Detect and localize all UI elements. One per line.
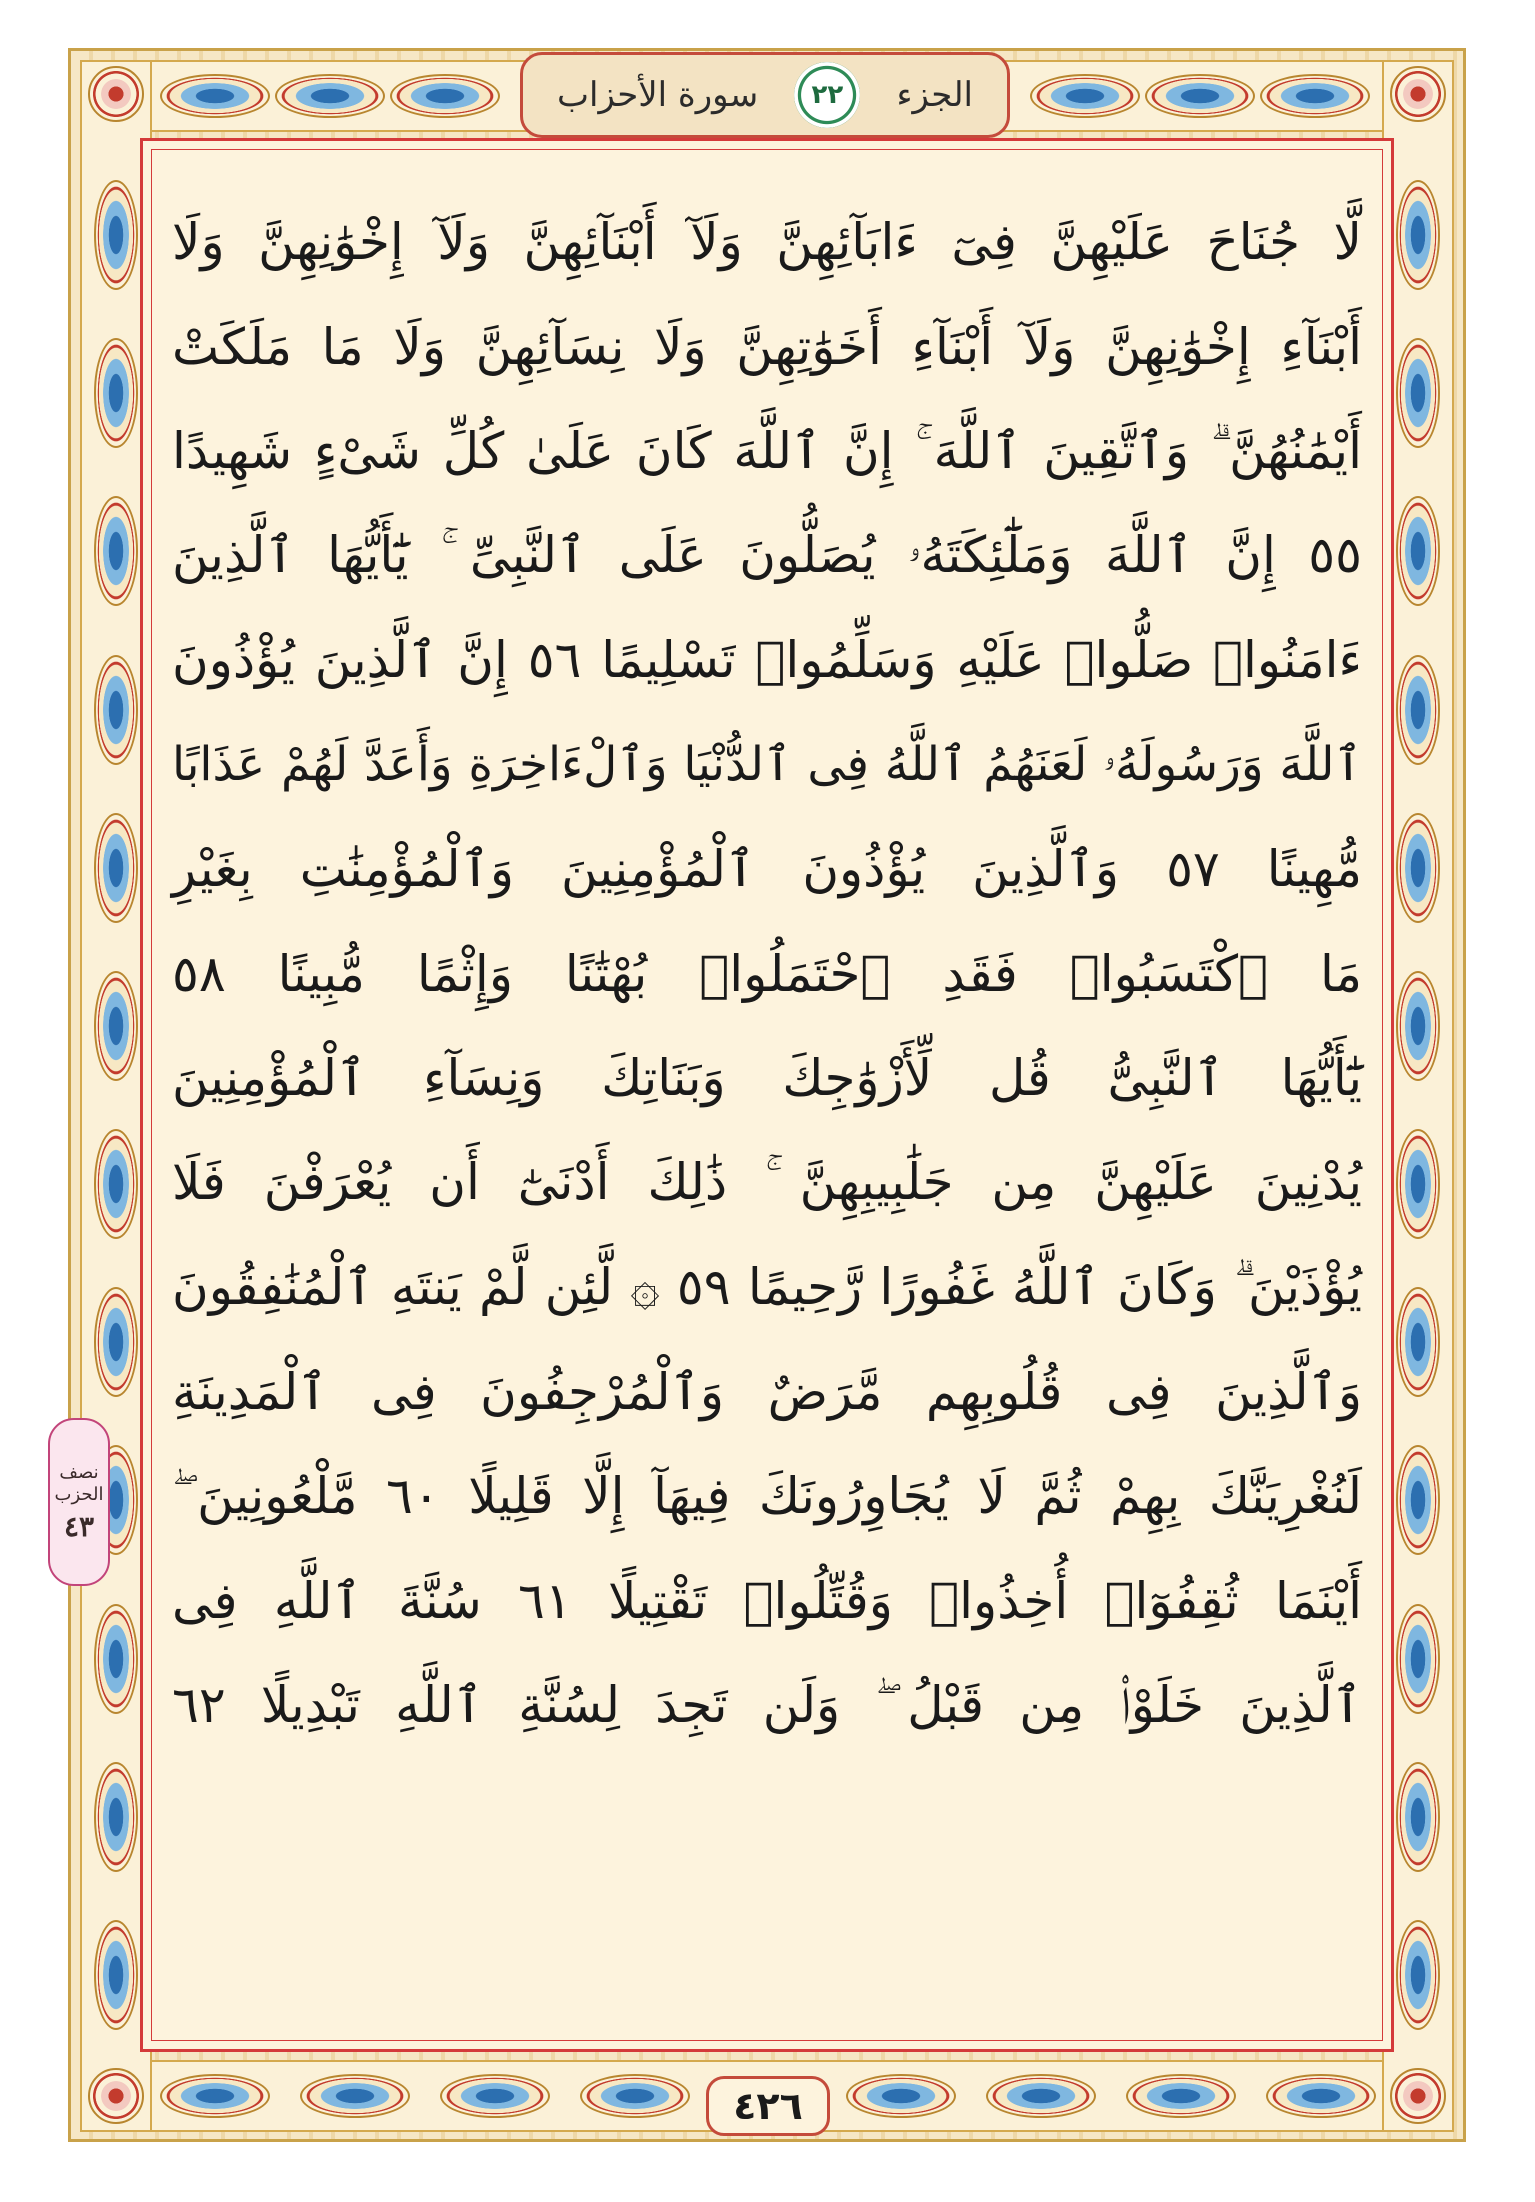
verse-line: يُؤْذَيْنَ ۗ وَكَانَ ٱللَّهُ غَفُورًا رَّحِيمًا ٥٩ ۞ لَّئِن لَّمْ يَنتَهِ ٱلْمُنَٰفِقُونَ <box>172 1257 1363 1316</box>
medallion-ornament <box>1396 813 1440 923</box>
medallion-ornament <box>94 971 138 1081</box>
hizb-fraction-label: نصف <box>59 1461 99 1483</box>
medallion-ornament <box>1396 338 1440 448</box>
medallion-ornament <box>94 1762 138 1872</box>
medallion-ornament <box>1396 971 1440 1081</box>
verse-line: لَنُغْرِيَنَّكَ بِهِمْ ثُمَّ لَا يُجَاوِرُونَكَ فِيهَآ إِلَّا قَلِيلًا ٦٠ مَّلْعُونِينَ ۖ <box>172 1466 1362 1525</box>
medallion-ornament <box>94 338 138 448</box>
juz-label: الجزء <box>896 75 973 115</box>
verse-line: مُّهِينًا ٥٧ وَٱلَّذِينَ يُؤْذُونَ ٱلْمُؤْمِنِينَ وَٱلْمُؤْمِنَٰتِ بِغَيْرِ <box>172 840 1362 899</box>
verse-line: ٱللَّهَ وَرَسُولَهُۥ لَعَنَهُمُ ٱللَّهُ فِى ٱلدُّنْيَا وَٱلْءَاخِرَةِ وَأَعَدَّ لَهُمْ عَذَابًا <box>172 736 1362 792</box>
medallion-ornament <box>300 2074 410 2118</box>
medallion-ornament <box>1396 496 1440 606</box>
medallion-ornament <box>1396 655 1440 765</box>
medallion-ornament <box>94 180 138 290</box>
verse-line: ءَامَنُوا۟ صَلُّوا۟ عَلَيْهِ وَسَلِّمُوا۟ تَسْلِيمًا ٥٦ إِنَّ ٱلَّذِينَ يُؤْذُونَ <box>172 631 1363 690</box>
corner-rosette <box>88 66 144 122</box>
verse-line: ٥٥ إِنَّ ٱللَّهَ وَمَلَٰٓئِكَتَهُۥ يُصَلُّونَ عَلَى ٱلنَّبِىِّ ۚ يَٰٓأَيُّهَا ٱلَّذِينَ <box>172 526 1362 585</box>
medallion-ornament <box>1266 2074 1376 2118</box>
hizb-marker <box>48 1418 110 1586</box>
left-medallions <box>94 180 138 2030</box>
corner-rosette <box>1390 66 1446 122</box>
page-number: ٤٢٦ <box>706 2076 830 2136</box>
medallion-ornament <box>1396 1604 1440 1714</box>
verse-line: أَيْنَمَا ثُقِفُوٓا۟ أُخِذُوا۟ وَقُتِّلُوا۟ تَقْتِيلًا ٦١ سُنَّةَ ٱللَّهِ فِى <box>172 1571 1363 1630</box>
medallion-ornament <box>94 813 138 923</box>
medallion-ornament <box>986 2074 1096 2118</box>
verse-line: ٱلَّذِينَ خَلَوْا۟ مِن قَبْلُ ۖ وَلَن تَجِدَ لِسُنَّةِ ٱللَّهِ تَبْدِيلًا ٦٢ <box>172 1675 1362 1734</box>
verse-line: أَبْنَآءِ إِخْوَٰنِهِنَّ وَلَآ أَبْنَآءِ أَخَوَٰتِهِنَّ وَلَا نِسَآئِهِنَّ وَلَا مَا مَلَكَتْ <box>172 317 1362 376</box>
medallion-ornament <box>1030 74 1140 118</box>
medallion-ornament <box>390 74 500 118</box>
corner-rosette <box>88 2068 144 2124</box>
medallion-ornament <box>1396 1287 1440 1397</box>
medallion-ornament <box>440 2074 550 2118</box>
page-header <box>520 52 1010 138</box>
verse-line: يُدْنِينَ عَلَيْهِنَّ مِن جَلَٰبِيبِهِنَّ ۚ ذَٰلِكَ أَدْنَىٰٓ أَن يُعْرَفْنَ فَلَا <box>172 1153 1362 1212</box>
surah-title: سورة الأحزاب <box>557 75 759 115</box>
medallion-ornament <box>94 1604 138 1714</box>
medallion-ornament <box>1396 180 1440 290</box>
medallion-ornament <box>94 1287 138 1397</box>
medallion-ornament <box>160 74 270 118</box>
medallion-ornament <box>580 2074 690 2118</box>
medallion-ornament <box>1396 1762 1440 1872</box>
medallion-ornament <box>94 655 138 765</box>
medallion-ornament <box>160 2074 270 2118</box>
verse-line: مَا ٱكْتَسَبُوا۟ فَقَدِ ٱحْتَمَلُوا۟ بُهْتَٰنًا وَإِثْمًا مُّبِينًا ٥٨ <box>172 944 1362 1003</box>
medallion-ornament <box>1396 1920 1440 2030</box>
medallion-ornament <box>94 1129 138 1239</box>
right-medallions <box>1396 180 1440 2030</box>
medallion-ornament <box>275 74 385 118</box>
medallion-ornament <box>1145 74 1255 118</box>
medallion-ornament <box>846 2074 956 2118</box>
medallion-ornament <box>1396 1129 1440 1239</box>
top-medallions-right <box>1030 74 1370 118</box>
verse-line: يَٰٓأَيُّهَا ٱلنَّبِىُّ قُل لِّأَزْوَٰجِكَ وَبَنَاتِكَ وَنِسَآءِ ٱلْمُؤْمِنِينَ <box>172 1049 1362 1108</box>
bottom-medallions-right <box>846 2074 1376 2118</box>
hizb-number: ٤٣ <box>63 1509 95 1543</box>
medallion-ornament <box>1126 2074 1236 2118</box>
hizb-label: الحزب <box>54 1483 104 1505</box>
verse-lines <box>172 190 1362 1758</box>
verse-line: لَّا جُنَاحَ عَلَيْهِنَّ فِىٓ ءَابَآئِهِنَّ وَلَآ أَبْنَآئِهِنَّ وَلَآ إِخْوَٰنِهِنَّ وَلَا <box>172 213 1362 272</box>
medallion-ornament <box>1396 1445 1440 1555</box>
bottom-medallions <box>160 2074 690 2118</box>
juz-number-badge: ٢٢ <box>794 62 860 128</box>
medallion-ornament <box>94 496 138 606</box>
top-medallions <box>160 74 500 118</box>
verse-line: أَيْمَٰنُهُنَّ ۗ وَٱتَّقِينَ ٱللَّهَ ۚ إِنَّ ٱللَّهَ كَانَ عَلَىٰ كُلِّ شَىْءٍ شَهِيدًا <box>172 421 1362 480</box>
verse-line: وَٱلَّذِينَ فِى قُلُوبِهِم مَّرَضٌ وَٱلْمُرْجِفُونَ فِى ٱلْمَدِينَةِ <box>172 1362 1362 1421</box>
medallion-ornament <box>94 1920 138 2030</box>
medallion-ornament <box>1260 74 1370 118</box>
corner-rosette <box>1390 2068 1446 2124</box>
